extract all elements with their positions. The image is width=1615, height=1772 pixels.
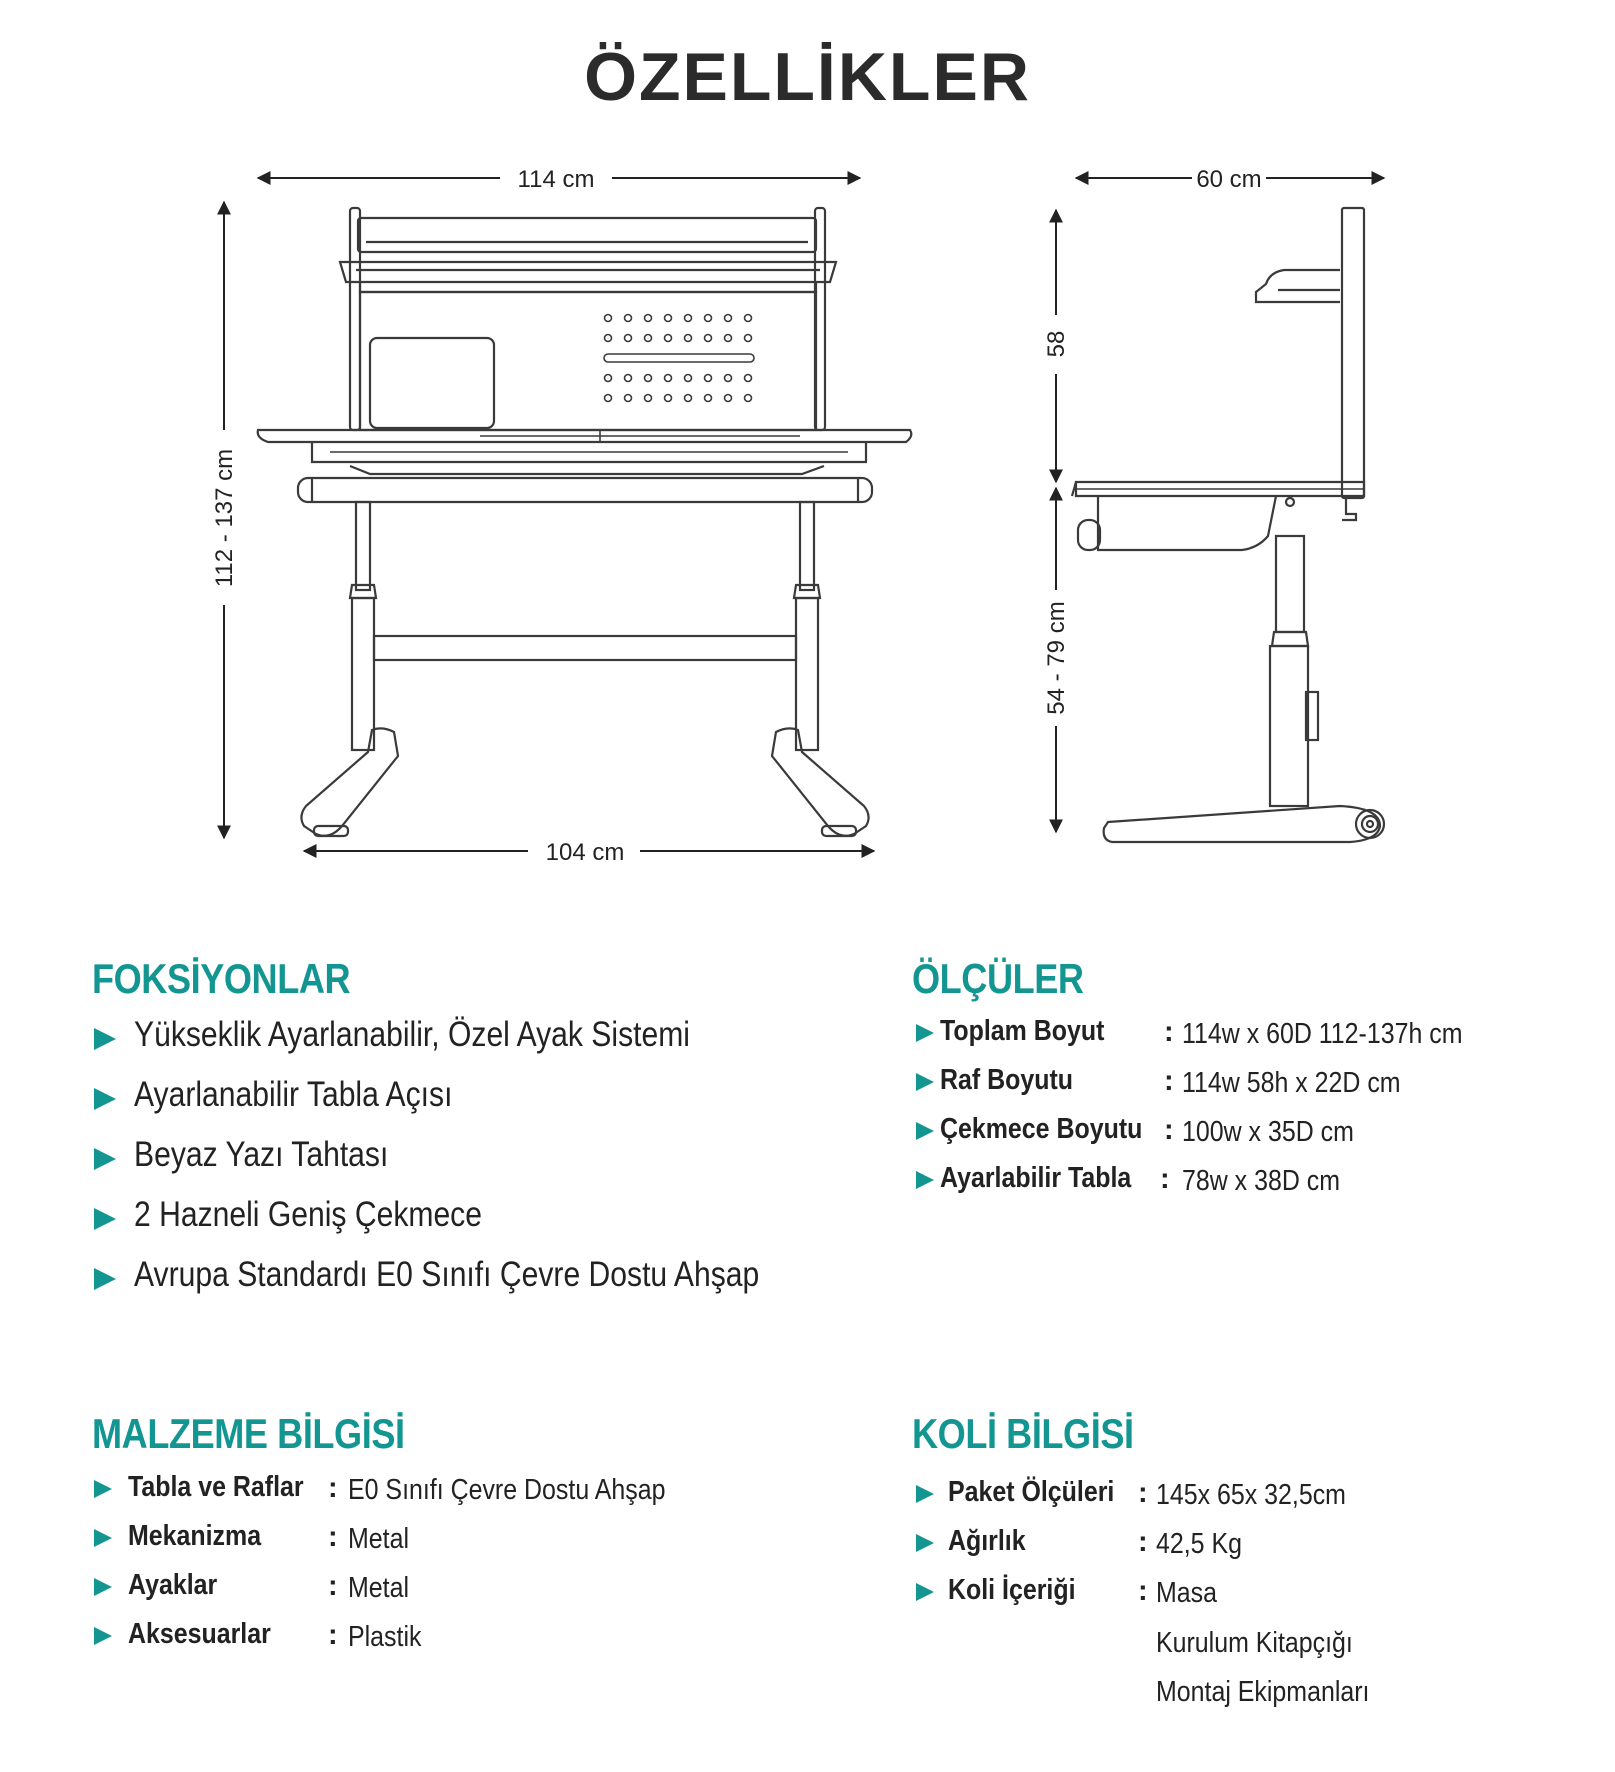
bullet-icon [94, 1148, 116, 1170]
feature-item: Beyaz Yazı Tahtası [134, 1135, 389, 1174]
bullet-icon [94, 1529, 112, 1547]
feature-item: 2 Hazneli Geniş Çekmece [134, 1195, 482, 1234]
desk-height-label: 54 - 79 cm [1043, 601, 1070, 715]
bullet-icon [94, 1627, 112, 1645]
package-label: Ağırlık [948, 1525, 1026, 1557]
feature-item: Ayarlanabilir Tabla Açısı [134, 1075, 453, 1114]
bullet-icon [916, 1122, 934, 1140]
material-colon: : [328, 1619, 338, 1651]
base-width-dimension [304, 839, 874, 866]
side-depth-dimension [1076, 166, 1384, 193]
bullet-icon [916, 1073, 934, 1091]
measure-value: 114w x 60D 112-137h cm [1182, 1018, 1463, 1050]
package-colon: : [1138, 1575, 1148, 1607]
measure-label: Toplam Boyut [940, 1015, 1105, 1047]
front-width-label: 114 cm [517, 166, 595, 193]
package-content-item: Kurulum Kitapçığı [1156, 1627, 1353, 1659]
measure-colon: : [1164, 1016, 1174, 1048]
bullet-icon [94, 1268, 116, 1290]
measure-colon: : [1164, 1114, 1174, 1146]
measure-colon: : [1160, 1163, 1170, 1195]
material-colon: : [328, 1570, 338, 1602]
measure-label: Ayarlabilir Tabla [940, 1162, 1132, 1194]
desk-height-dimension [1043, 488, 1070, 832]
bullet-icon [94, 1578, 112, 1596]
package-colon: : [1138, 1477, 1148, 1509]
package-colon: : [1138, 1526, 1148, 1558]
package-heading: KOLİ BİLGİSİ [912, 1410, 1134, 1457]
package-value: Masa [1156, 1577, 1217, 1609]
bullet-icon [916, 1171, 934, 1189]
page-title: ÖZELLİKLER [584, 39, 1031, 115]
package-value: 145x 65x 32,5cm [1156, 1479, 1346, 1511]
shelf-height-label: 58 [1043, 330, 1070, 358]
package-label: Paket Ölçüleri [948, 1476, 1115, 1508]
measure-label: Raf Boyutu [940, 1064, 1074, 1096]
measure-colon: : [1164, 1065, 1174, 1097]
front-width-dimension [258, 166, 860, 193]
bullet-icon [94, 1028, 116, 1050]
package-value: 42,5 Kg [1156, 1528, 1242, 1560]
front-height-label: 112 - 137 cm [211, 448, 238, 588]
measure-value: 100w x 35D cm [1182, 1116, 1354, 1148]
front-height-dimension [211, 202, 238, 838]
bullet-icon [916, 1534, 934, 1552]
bullet-icon [94, 1480, 112, 1498]
material-value: Metal [348, 1572, 409, 1604]
feature-item: Avrupa Standardı E0 Sınıfı Çevre Dostu Ahşap [134, 1255, 760, 1294]
desk-front-view [258, 208, 912, 836]
bullet-icon [916, 1583, 934, 1601]
material-colon: : [328, 1521, 338, 1553]
functions-heading: FOKSİYONLAR [92, 955, 351, 1002]
material-label: Tabla ve Raflar [128, 1471, 304, 1503]
bullet-icon [916, 1485, 934, 1503]
package-label: Koli İçeriği [948, 1574, 1076, 1606]
material-value: E0 Sınıfı Çevre Dostu Ahşap [348, 1474, 666, 1506]
measure-label: Çekmece Boyutu [940, 1113, 1143, 1145]
measure-value: 78w x 38D cm [1182, 1165, 1341, 1197]
material-value: Plastik [348, 1621, 422, 1653]
desk-side-view [1072, 208, 1384, 842]
feature-item: Yükseklik Ayarlanabilir, Özel Ayak Sistemi [134, 1015, 690, 1054]
material-label: Ayaklar [128, 1569, 218, 1601]
bullet-icon [94, 1088, 116, 1110]
measures-heading: ÖLÇÜLER [912, 955, 1084, 1002]
bullet-icon [916, 1024, 934, 1042]
shelf-height-dimension [1043, 210, 1070, 482]
material-label: Mekanizma [128, 1520, 262, 1552]
material-label: Aksesuarlar [128, 1618, 271, 1650]
package-content-item: Montaj Ekipmanları [1156, 1676, 1370, 1708]
base-width-label: 104 cm [545, 839, 625, 866]
bullet-icon [94, 1208, 116, 1230]
material-value: Metal [348, 1523, 409, 1555]
material-heading: MALZEME BİLGİSİ [92, 1410, 405, 1457]
material-colon: : [328, 1472, 338, 1504]
measure-value: 114w 58h x 22D cm [1182, 1067, 1401, 1099]
side-depth-label: 60 cm [1196, 166, 1262, 193]
